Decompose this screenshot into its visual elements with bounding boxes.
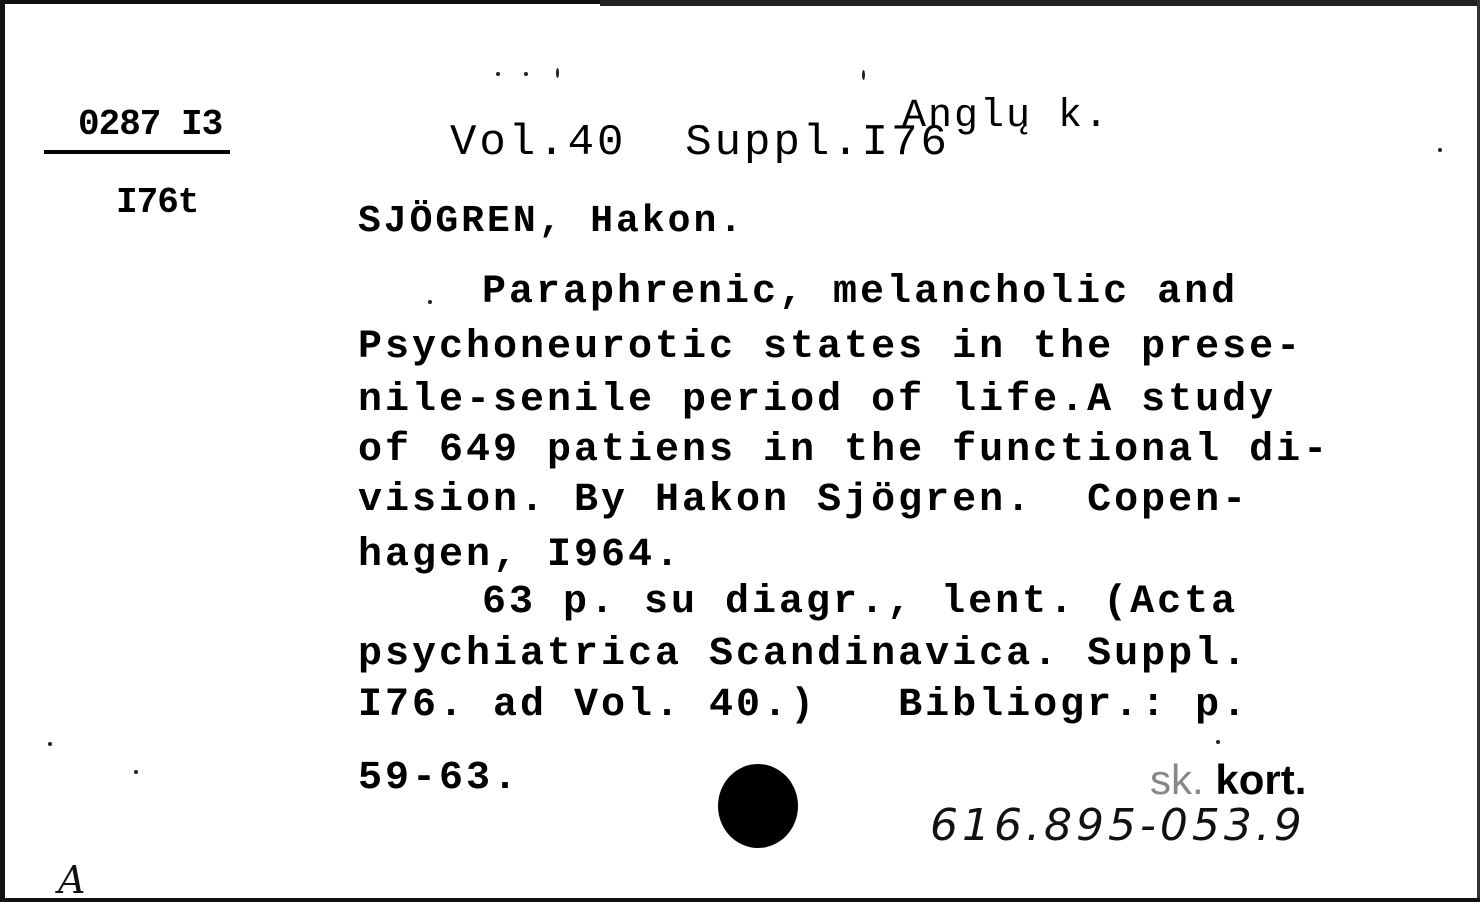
author-heading: SJÖGREN, Hakon. — [358, 200, 746, 243]
ink-dot-mark — [718, 764, 798, 848]
reference-stamp — [1150, 756, 1306, 804]
body-line: Paraphrenic, melancholic and — [482, 270, 1239, 315]
speck — [524, 72, 528, 76]
speck — [556, 68, 559, 78]
corner-letter: A — [58, 858, 86, 902]
body-line: psychiatrica Scandinavica. Suppl. — [358, 632, 1250, 677]
reference-prefix: sk. — [1150, 756, 1204, 803]
card-border-top-thick — [600, 0, 1480, 6]
card-border-left — [0, 0, 5, 902]
classification-number: 616.895-053.9 — [930, 800, 1306, 851]
card-border-bottom — [0, 898, 1480, 902]
body-line: 63 p. su diagr., lent. (Acta — [482, 580, 1239, 625]
body-line: I76. ad Vol. 40.) Bibliogr.: p. — [358, 683, 1250, 728]
speck — [1216, 740, 1220, 744]
body-line: of 649 patiens in the functional di- — [358, 428, 1331, 473]
speck — [496, 72, 500, 76]
body-line: hagen, I964. — [358, 533, 683, 578]
speck — [48, 742, 52, 746]
call-number-underline — [44, 150, 230, 154]
call-number-top: 0287 I3 — [78, 104, 223, 145]
body-line: vision. By Hakon Sjögren. Copen- — [358, 478, 1250, 523]
speck — [134, 770, 138, 774]
volume-line: Vol.40 Suppl.I76 — [450, 118, 950, 168]
language-note: Anglų k. — [902, 94, 1111, 139]
call-number-bottom: I76t — [116, 182, 199, 223]
speck — [862, 70, 865, 80]
body-line: nile-senile period of life.A study — [358, 378, 1277, 423]
reference-label: kort. — [1215, 756, 1307, 803]
speck — [428, 300, 432, 304]
body-line: Psychoneurotic states in the prese- — [358, 325, 1304, 370]
body-line: 59-63. — [358, 756, 521, 801]
speck — [1438, 148, 1442, 152]
